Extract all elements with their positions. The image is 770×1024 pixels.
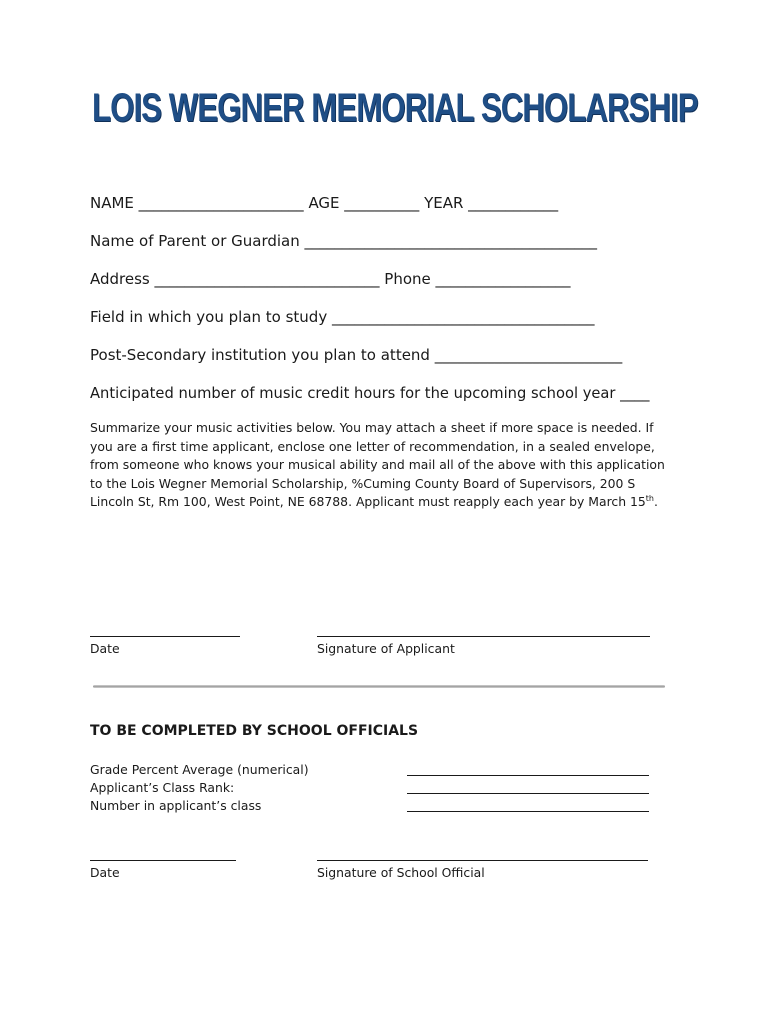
address-phone-line[interactable]: Address ______________________________ Phone __________________ bbox=[90, 270, 571, 288]
grade-average-label: Grade Percent Average (numerical) bbox=[90, 762, 309, 777]
class-size-rule[interactable] bbox=[407, 811, 649, 812]
parent-guardian-line[interactable]: Name of Parent or Guardian _______________________________________ bbox=[90, 232, 598, 250]
section-divider bbox=[93, 685, 665, 688]
instructions-superscript: th bbox=[645, 494, 654, 504]
institution-line[interactable]: Post-Secondary institution you plan to attend _________________________ bbox=[90, 346, 623, 364]
page-title: LOIS WEGNER MEMORIAL SCHOLARSHIP bbox=[92, 86, 698, 130]
officials-heading: TO BE COMPLETED BY SCHOOL OFFICIALS bbox=[90, 723, 419, 739]
credit-hours-line[interactable]: Anticipated number of music credit hours for the upcoming school year ____ bbox=[90, 384, 650, 402]
grade-average-rule[interactable] bbox=[407, 775, 649, 776]
applicant-date-label: Date bbox=[90, 641, 120, 656]
official-signature-label: Signature of School Official bbox=[317, 865, 485, 880]
class-rank-rule[interactable] bbox=[407, 793, 649, 794]
instructions-paragraph bbox=[90, 419, 680, 512]
applicant-date-rule[interactable] bbox=[90, 636, 240, 637]
official-signature-rule[interactable] bbox=[317, 860, 648, 861]
field-of-study-line[interactable]: Field in which you plan to study ___________________________________ bbox=[90, 308, 595, 326]
applicant-signature-rule[interactable] bbox=[317, 636, 650, 637]
class-rank-label: Applicant’s Class Rank: bbox=[90, 780, 235, 795]
applicant-signature-label: Signature of Applicant bbox=[317, 641, 455, 656]
instructions-text: Summarize your music activities below. You may attach a sheet if more space is needed. If you are a first time applicant, enclose one letter of recommendation, in a sealed envelope, from someone who knows your musical ability and mail all of the above with this application to the Lois Wegner Memorial Scholarship, %Cuming County Board of Supervisors, 200 S Lincoln St, Rm 100, West Point, NE 68788. Applicant must reapply each year by March 15 bbox=[90, 420, 665, 510]
instructions-end: . bbox=[653, 494, 658, 510]
official-date-label: Date bbox=[90, 865, 120, 880]
official-date-rule[interactable] bbox=[90, 860, 236, 861]
name-age-year-line[interactable]: NAME ______________________ AGE __________ YEAR ____________ bbox=[90, 194, 559, 212]
class-size-label: Number in applicant’s class bbox=[90, 798, 262, 813]
